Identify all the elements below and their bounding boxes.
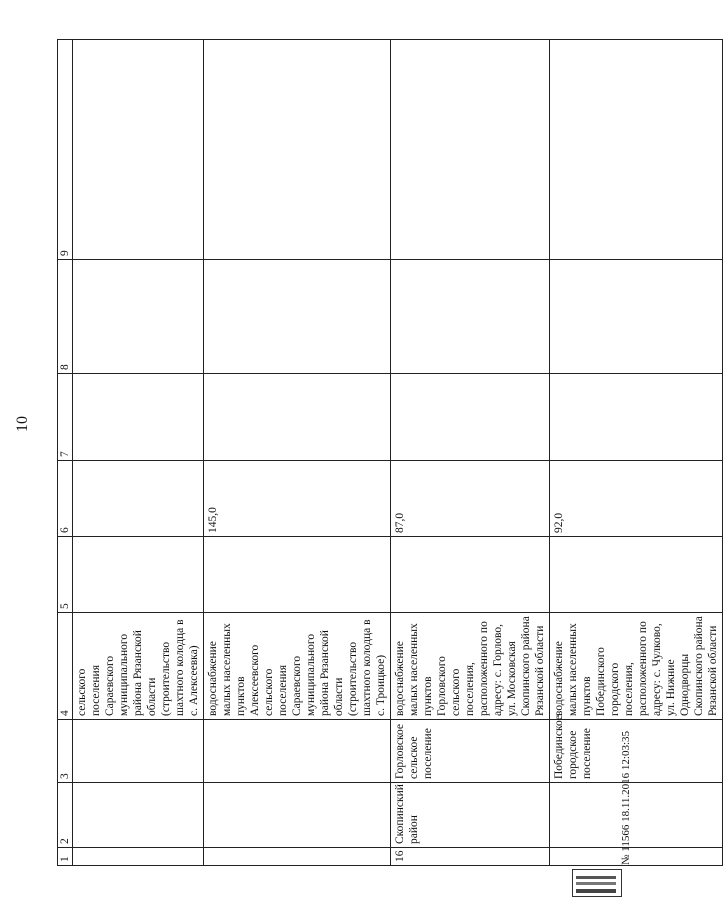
barcode-stamp-icon <box>572 869 622 899</box>
cell-col8 <box>73 260 204 374</box>
cell-col7 <box>204 374 391 461</box>
table-row <box>550 40 723 866</box>
page-number: 10 <box>14 416 31 432</box>
cell-col5 <box>391 537 550 613</box>
table-row <box>391 40 550 866</box>
table-row <box>73 40 204 866</box>
col-number-9: 9 <box>58 40 73 260</box>
cell-col8 <box>391 260 550 374</box>
cell-district <box>204 783 391 848</box>
cell-col9 <box>550 40 723 260</box>
cell-col8 <box>204 260 391 374</box>
cell-description: водоснабжение малых населенных пунктов Горловского сельского поселения, расположенного по адресу: с. Горлово, ул. Московская Скопинского района Рязанской области <box>391 613 550 720</box>
cell-number <box>550 848 723 866</box>
cell-col9 <box>391 40 550 260</box>
cell-col8 <box>550 260 723 374</box>
cell-number <box>204 848 391 866</box>
cell-district <box>73 783 204 848</box>
cell-col6 <box>73 461 204 537</box>
cell-number <box>73 848 204 866</box>
cell-col5 <box>550 537 723 613</box>
col-number-6: 6 <box>58 461 73 537</box>
cell-col6: 145,0 <box>204 461 391 537</box>
cell-number: 16 <box>391 848 550 866</box>
cell-col7 <box>550 374 723 461</box>
cell-description: водоснабжение малых населенных пунктов Алексеевского сельского поселения Сараевского муниципального района Рязанской области (строительство шахтного колодца в с. Троицкое) <box>204 613 391 720</box>
cell-col6: 92,0 <box>550 461 723 537</box>
cell-settlement: Горловское сельское поселение <box>391 720 550 783</box>
cell-col9 <box>73 40 204 260</box>
col-number-8: 8 <box>58 260 73 374</box>
cell-settlement <box>204 720 391 783</box>
registration-footer: № 11566 18.11.2016 12:03:35 <box>620 730 632 865</box>
cell-description: сельского поселения Сараевского муниципального района Рязанской области (строительство шахтного колодца в с. Алексеевка) <box>73 613 204 720</box>
cell-district: Скопинский район <box>391 783 550 848</box>
cell-col9 <box>204 40 391 260</box>
col-number-4: 4 <box>58 613 73 720</box>
cell-description: водоснабжение малых населенных пунктов Побединского городского поселения, расположенного по адресу: с. Чулково, ул. Нижние Однодворцы Скопинского района Рязанской области <box>550 613 723 720</box>
cell-district <box>550 783 723 848</box>
column-number-row <box>58 40 73 866</box>
table-row <box>204 40 391 866</box>
col-number-1: 1 <box>58 848 73 866</box>
col-number-7: 7 <box>58 374 73 461</box>
cell-col5 <box>204 537 391 613</box>
col-number-3: 3 <box>58 720 73 783</box>
col-number-2: 2 <box>58 783 73 848</box>
cell-col5 <box>73 537 204 613</box>
cell-col7 <box>391 374 550 461</box>
cell-settlement: Побединское городское поселение <box>550 720 723 783</box>
cell-settlement <box>73 720 204 783</box>
cell-col6: 87,0 <box>391 461 550 537</box>
col-number-5: 5 <box>58 537 73 613</box>
cell-col7 <box>73 374 204 461</box>
